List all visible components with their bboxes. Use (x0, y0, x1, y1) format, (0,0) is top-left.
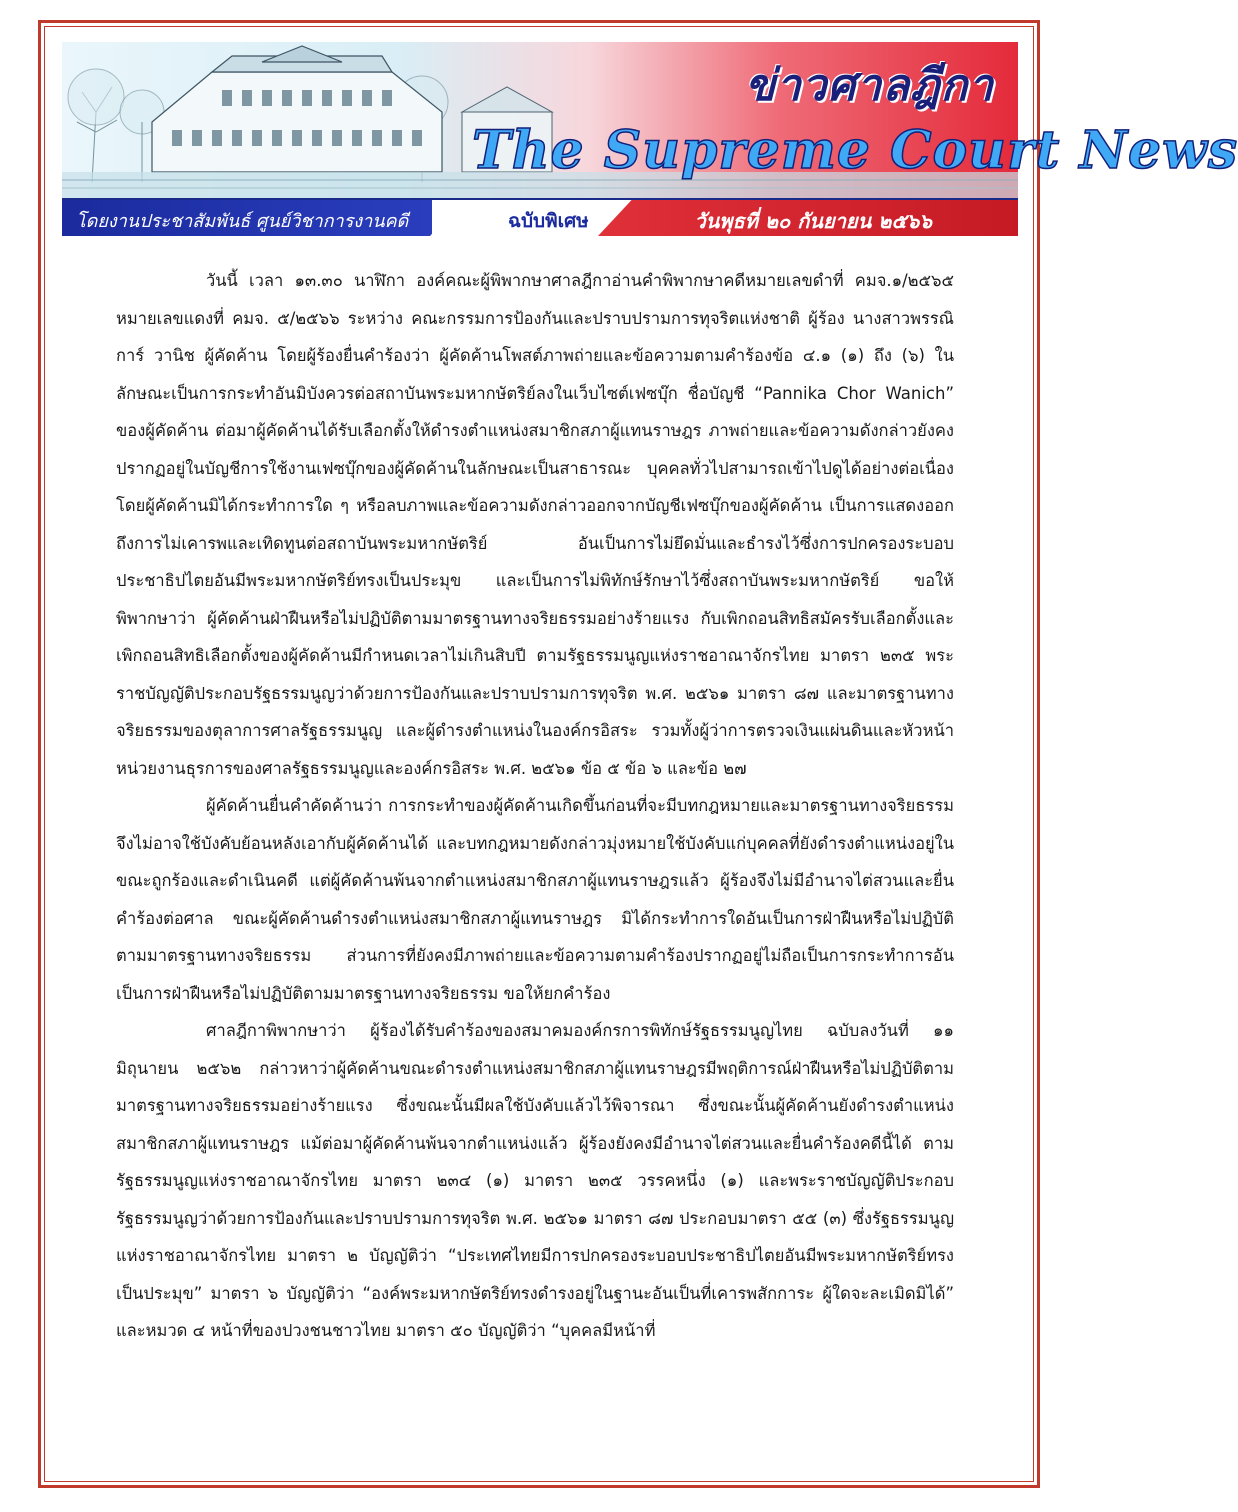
header-info-bar (62, 200, 1018, 236)
paragraph: ศาลฎีกาพิพากษาว่า ผู้ร้องได้รับคำร้องของสมาคมองค์กรการพิทักษ์รัฐธรรมนูญไทย ฉบับลงวันที่ ๑๑ มิถุนายน ๒๕๖๒ กล่าวหาว่าผู้คัดค้านขณะดำรงตำแหน่งสมาชิกสภาผู้แทนราษฎรมีพฤติการณ์ฝ่าฝืนหรือไม่ปฏิบัติตามมาตรฐานทางจริยธรรมอย่างร้ายแรง ซึ่งขณะนั้นมีผลใช้บังคับแล้วไว้พิจารณา ซึ่งขณะนั้นผู้คัดค้านยังดำรงตำแหน่งสมาชิกสภาผู้แทนราษฎร แม้ต่อมาผู้คัดค้านพ้นจากตำแหน่งแล้ว ผู้ร้องยังคงมีอำนาจไต่สวนและยื่นคำร้องคดีนี้ได้ ตามรัฐธรรมนูญแห่งราชอาณาจักรไทย มาตรา ๒๓๔ (๑) มาตรา ๒๓๕ วรรคหนึ่ง (๑) และพระราชบัญญัติประกอบรัฐธรรมนูญว่าด้วยการป้องกันและปราบปรามการทุจริต พ.ศ. ๒๕๖๑ มาตรา ๘๗ ประกอบมาตรา ๕๕ (๓) ซึ่งรัฐธรรมนูญแห่งราชอาณาจักรไทย มาตรา ๒ บัญญัติว่า “ประเทศไทยมีการปกครองระบอบประชาธิปไตยอันมีพระมหากษัตริย์ทรงเป็นประมุข” มาตรา ๖ บัญญัติว่า “องค์พระมหากษัตริย์ทรงดำรงอยู่ในฐานะอันเป็นที่เคารพสักการะ ผู้ใดจะละเมิดมิได้” และหมวด ๔ หน้าที่ของปวงชนชาวไทย มาตรา ๕๐ บัญญัติว่า “บุคคลมีหน้าที่ (116, 1021, 954, 1340)
article-body (116, 262, 954, 1350)
paragraph: ผู้คัดค้านยื่นคำคัดค้านว่า การกระทำของผู้คัดค้านเกิดขึ้นก่อนที่จะมีบทกฎหมายและมาตรฐานทางจริยธรรม จึงไม่อาจใช้บังคับย้อนหลังเอากับผู้คัดค้านได้ และบทกฎหมายดังกล่าวมุ่งหมายใช้บังคับแก่บุคคลที่ยังดำรงตำแหน่งอยู่ในขณะถูกร้องและดำเนินคดี แต่ผู้คัดค้านพ้นจากตำแหน่งสมาชิกสภาผู้แทนราษฎรแล้ว ผู้ร้องจึงไม่มีอำนาจไต่สวนและยื่นคำร้องต่อศาล ขณะผู้คัดค้านดำรงตำแหน่งสมาชิกสภาผู้แทนราษฎร มิได้กระทำการใดอันเป็นการฝ่าฝืนหรือไม่ปฏิบัติตามมาตรฐานทางจริยธรรม ส่วนการที่ยังคงมีภาพถ่ายและข้อความตามคำร้องปรากฏอยู่ไม่ถือเป็นการกระทำการอันเป็นการฝ่าฝืนหรือไม่ปฏิบัติตามมาตรฐานทางจริยธรรม ขอให้ยกคำร้อง (116, 796, 954, 1003)
organization-label: โดยงานประชาสัมพันธ์ ศูนย์วิชาการงานคดี (76, 211, 409, 232)
edition-label: ฉบับพิเศษ (508, 210, 589, 232)
newsletter-title-thai: ข่าวศาลฎีกา (745, 60, 994, 111)
issue-date: วันพุธที่ ๒๐ กันยายน ๒๕๖๖ (694, 209, 932, 233)
header-banner (62, 42, 1238, 200)
paragraph: วันนี้ เวลา ๑๓.๓๐ นาฬิกา องค์คณะผู้พิพากษาศาลฎีกาอ่านคำพิพากษาคดีหมายเลขดำที่ คมจ.๑/๒๕๖๕ หมายเลขแดงที่ คมจ. ๕/๒๕๖๖ ระหว่าง คณะกรรมการป้องกันและปราบปรามการทุจริตแห่งชาติ ผู้ร้อง นางสาวพรรณิการ์ วานิช ผู้คัดค้าน โดยผู้ร้องยื่นคำร้องว่า ผู้คัดค้านโพสต์ภาพถ่ายและข้อความตามคำร้องข้อ ๔.๑ (๑) ถึง (๖) ในลักษณะเป็นการกระทำอันมิบังควรต่อสถาบันพระมหากษัตริย์ลงในเว็บไซต์เฟซบุ๊ก ชื่อบัญชี “Pannika Chor Wanich” ของผู้คัดค้าน ต่อมาผู้คัดค้านได้รับเลือกตั้งให้ดำรงตำแหน่งสมาชิกสภาผู้แทนราษฎร ภาพถ่ายและข้อความดังกล่าวยังคงปรากฏอยู่ในบัญชีการใช้งานเฟซบุ๊กของผู้คัดค้านในลักษณะเป็นสาธารณะ บุคคลทั่วไปสามารถเข้าไปดูได้อย่างต่อเนื่อง โดยผู้คัดค้านมิได้กระทำการใด ๆ หรือลบภาพและข้อความดังกล่าวออกจากบัญชีเฟซบุ๊กของผู้คัดค้าน เป็นการแสดงออกถึงการไม่เคารพและเทิดทูนต่อสถาบันพระมหากษัตริย์ อันเป็นการไม่ยึดมั่นและธำรงไว้ซึ่งการปกครองระบอบประชาธิปไตยอันมีพระมหากษัตริย์ทรงเป็นประมุข และเป็นการไม่พิทักษ์รักษาไว้ซึ่งสถาบันพระมหากษัตริย์ ขอให้พิพากษาว่า ผู้คัดค้านฝ่าฝืนหรือไม่ปฏิบัติตามมาตรฐานทางจริยธรรมอย่างร้ายแรง กับเพิกถอนสิทธิสมัครรับเลือกตั้งและเพิกถอนสิทธิเลือกตั้งของผู้คัดค้านมีกำหนดเวลาไม่เกินสิบปี ตามรัฐธรรมนูญแห่งราชอาณาจักรไทย มาตรา ๒๓๕ พระราชบัญญัติประกอบรัฐธรรมนูญว่าด้วยการป้องกันและปราบปรามการทุจริต พ.ศ. ๒๕๖๑ มาตรา ๘๗ และมาตรฐานทางจริยธรรมของตุลาการศาลรัฐธรรมนูญ และผู้ดำรงตำแหน่งในองค์กรอิสระ รวมทั้งผู้ว่าการตรวจเงินแผ่นดินและหัวหน้าหน่วยงานธุรการของศาลรัฐธรรมนูญและองค์กรอิสระ พ.ศ. ๒๕๖๑ ข้อ ๕ ข้อ ๖ และข้อ ๒๗ (116, 271, 954, 778)
newsletter-title-english: The Supreme Court News (472, 120, 1238, 181)
